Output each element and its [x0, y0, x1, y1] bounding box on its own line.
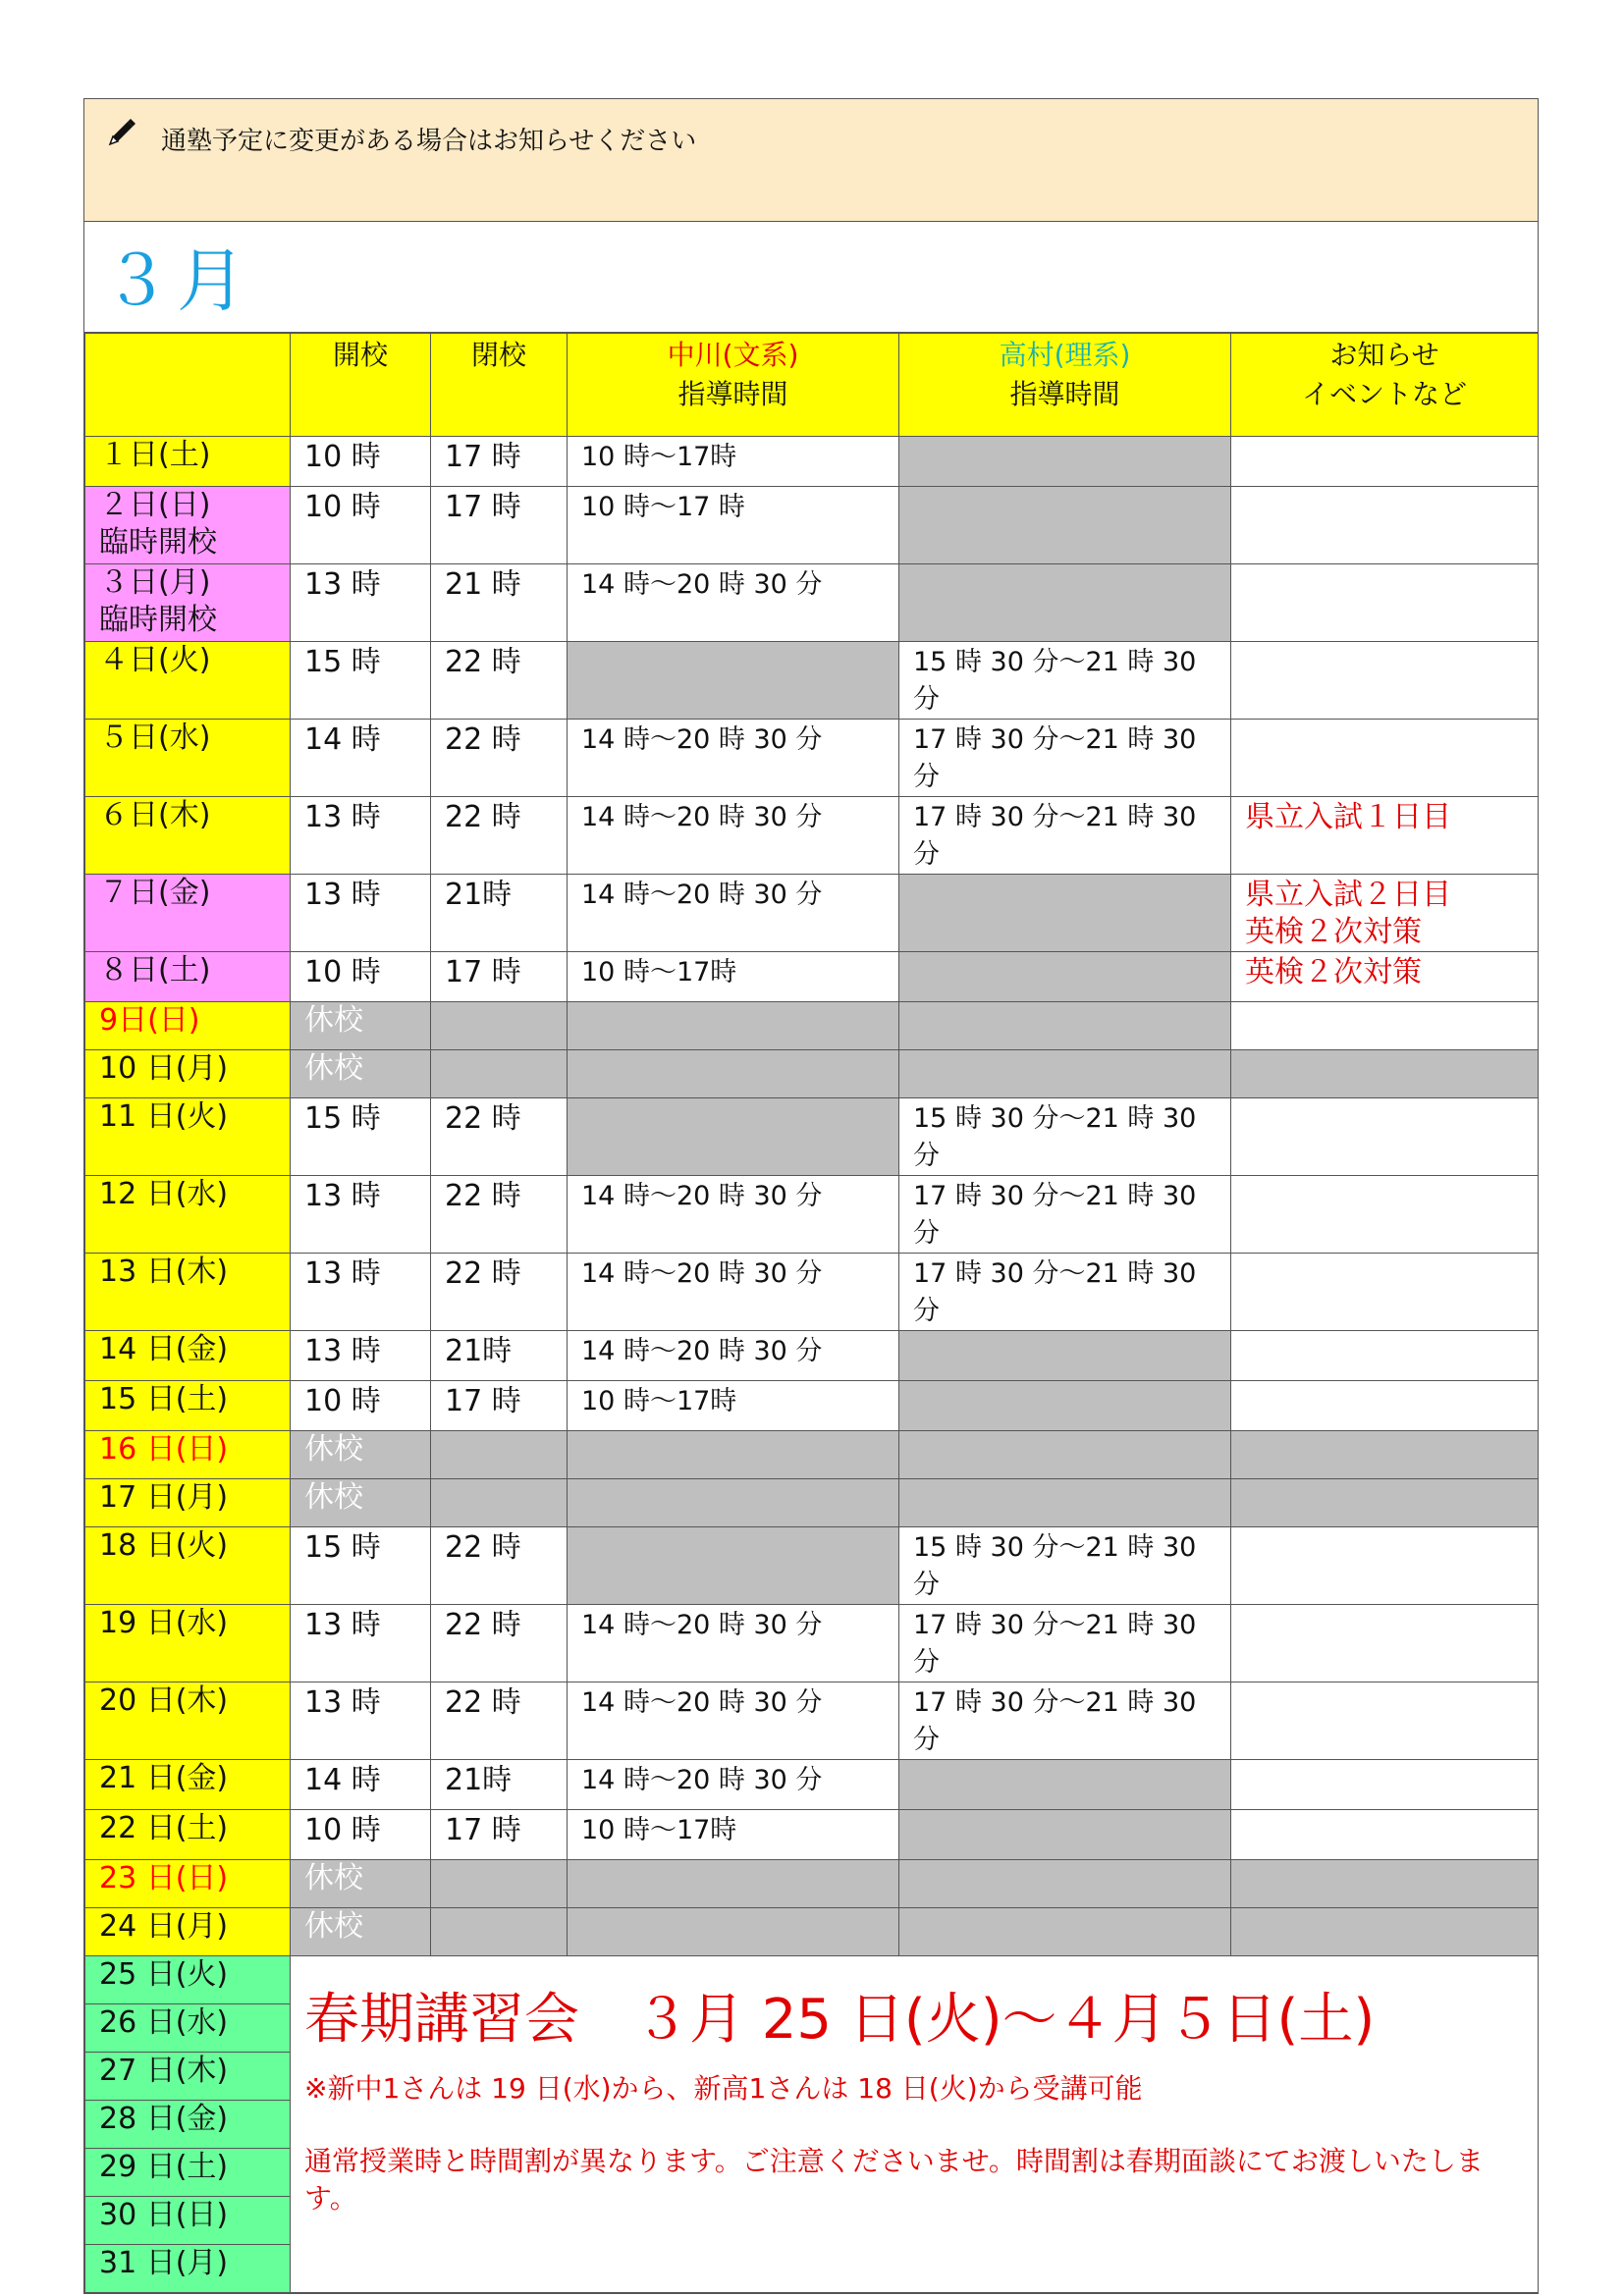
open-time-cell: 13 時: [291, 1605, 431, 1682]
header-info: [1231, 334, 1539, 437]
day-label: 21 日(金): [99, 1761, 229, 1795]
day-label: １日(土): [99, 438, 211, 472]
table-row: [85, 1908, 1539, 1956]
table-row: [85, 797, 1539, 875]
info-cell: [1231, 1431, 1539, 1479]
table-row: [85, 1682, 1539, 1760]
empty-gray-cell: [899, 1381, 1231, 1431]
takamura-time-cell: 17 時 30 分～21 時 30 分: [899, 720, 1231, 797]
day-label: ２日(日): [99, 488, 211, 522]
notice-box: [84, 99, 1538, 222]
day-cell: [85, 564, 291, 642]
day-label: ８日(土): [99, 953, 211, 988]
open-time-cell: 10 時: [291, 1381, 431, 1431]
day-cell: [85, 1381, 291, 1431]
open-time-cell: 15 時: [291, 1527, 431, 1605]
spring-note-2: 通常授業時と時間割が異なります。ご注意くださいませ。時間割は春期面談にてお渡しいたします。: [304, 2145, 1484, 2215]
day-cell: 29 日(土): [85, 2149, 291, 2197]
day-label: ７日(金): [99, 876, 211, 910]
empty-gray-cell: [568, 1431, 899, 1479]
day-label: 17 日(月): [99, 1480, 229, 1515]
info-text: 県立入試２日目: [1245, 878, 1451, 912]
info-cell: [1231, 875, 1539, 952]
close-time-cell: 21時: [431, 1331, 568, 1381]
schedule-table: [84, 333, 1539, 2293]
close-time-cell: 22 時: [431, 1527, 568, 1605]
info-cell: [1231, 642, 1539, 720]
info-cell: [1231, 1098, 1539, 1176]
nakagawa-time-cell: 14 時～20 時 30 分: [568, 1605, 899, 1682]
open-time-cell: 13 時: [291, 1682, 431, 1760]
open-time-cell: 10 時: [291, 1810, 431, 1860]
month-title: ３月: [102, 240, 251, 321]
header-open: 開校: [291, 334, 431, 437]
notice-text: 通塾予定に変更がある場合はお知らせください: [161, 127, 697, 156]
takamura-time-cell: 17 時 30 分～21 時 30 分: [899, 1605, 1231, 1682]
takamura-time-cell: 17 時 30 分～21 時 30 分: [899, 797, 1231, 875]
day-cell: [85, 797, 291, 875]
day-cell: [85, 487, 291, 564]
day-cell: [85, 720, 291, 797]
empty-gray-cell: [431, 1908, 568, 1956]
close-time-cell: 22 時: [431, 720, 568, 797]
takamura-time-cell: 17 時 30 分～21 時 30 分: [899, 1176, 1231, 1254]
open-time-cell: 10 時: [291, 487, 431, 564]
table-row: [85, 1002, 1539, 1050]
header-close: 閉校: [431, 334, 568, 437]
empty-gray-cell: [431, 1002, 568, 1050]
closed-cell: 休校: [291, 1860, 431, 1908]
nakagawa-time-cell: 10 時～17時: [568, 952, 899, 1002]
closed-cell: 休校: [291, 1050, 431, 1098]
day-cell: [85, 1050, 291, 1098]
day-label: 12 日(水): [99, 1177, 229, 1211]
info-text: 県立入試１日目: [1245, 800, 1451, 834]
day-cell: [85, 1605, 291, 1682]
closed-cell: 休校: [291, 1431, 431, 1479]
open-time-cell: 13 時: [291, 797, 431, 875]
table-row: [85, 952, 1539, 1002]
day-label: 15 日(土): [99, 1382, 229, 1416]
info-cell: [1231, 1682, 1539, 1760]
close-time-cell: 22 時: [431, 1098, 568, 1176]
empty-gray-cell: [568, 1098, 899, 1176]
info-cell: [1231, 1002, 1539, 1050]
empty-gray-cell: [899, 1908, 1231, 1956]
close-time-cell: 21時: [431, 875, 568, 952]
day-cell: [85, 1810, 291, 1860]
open-time-cell: 14 時: [291, 1760, 431, 1810]
info-text-2: 英検２次対策: [1245, 915, 1422, 949]
takamura-time-cell: 17 時 30 分～21 時 30 分: [899, 1254, 1231, 1331]
table-row: [85, 720, 1539, 797]
day-cell: [85, 1479, 291, 1527]
close-time-cell: 22 時: [431, 797, 568, 875]
closed-cell: 休校: [291, 1479, 431, 1527]
day-label: 11 日(火): [99, 1099, 229, 1134]
empty-gray-cell: [899, 1810, 1231, 1860]
takamura-time-cell: 15 時 30 分～21 時 30 分: [899, 1527, 1231, 1605]
table-row: [85, 1098, 1539, 1176]
table-row: [85, 1760, 1539, 1810]
header-nakagawa: [568, 334, 899, 437]
day-label: 23 日(日): [99, 1861, 229, 1896]
day-label: 20 日(木): [99, 1683, 229, 1718]
info-cell: [1231, 952, 1539, 1002]
day-cell: [85, 1002, 291, 1050]
info-cell: [1231, 1254, 1539, 1331]
nakagawa-time-cell: 14 時～20 時 30 分: [568, 720, 899, 797]
info-cell: [1231, 564, 1539, 642]
takamura-time-cell: 17 時 30 分～21 時 30 分: [899, 1682, 1231, 1760]
close-time-cell: 17 時: [431, 487, 568, 564]
day-cell: [85, 1908, 291, 1956]
day-sub-label: 臨時開校: [99, 603, 217, 637]
day-cell: [85, 1860, 291, 1908]
nakagawa-time-cell: 10 時～17時: [568, 437, 899, 487]
info-cell: [1231, 1527, 1539, 1605]
open-time-cell: 13 時: [291, 564, 431, 642]
day-label: 9日(日): [99, 1003, 200, 1038]
empty-gray-cell: [431, 1479, 568, 1527]
day-label: ６日(木): [99, 798, 211, 832]
close-time-cell: 17 時: [431, 1381, 568, 1431]
empty-gray-cell: [899, 437, 1231, 487]
empty-gray-cell: [568, 1908, 899, 1956]
day-sub-label: 臨時開校: [99, 525, 217, 560]
day-label: 18 日(火): [99, 1528, 229, 1563]
empty-gray-cell: [899, 1002, 1231, 1050]
empty-gray-cell: [899, 1331, 1231, 1381]
nakagawa-time-cell: 14 時～20 時 30 分: [568, 1176, 899, 1254]
spring-title: 春期講習会 ３月 25 日(火)～４月５日(土): [304, 1988, 1376, 2052]
open-time-cell: 13 時: [291, 1331, 431, 1381]
empty-gray-cell: [568, 1050, 899, 1098]
nakagawa-time-cell: 14 時～20 時 30 分: [568, 1254, 899, 1331]
info-text: 英検２次対策: [1245, 955, 1422, 989]
info-cell: [1231, 720, 1539, 797]
info-cell: [1231, 1381, 1539, 1431]
empty-gray-cell: [899, 1860, 1231, 1908]
info-cell: [1231, 1605, 1539, 1682]
close-time-cell: 21 時: [431, 564, 568, 642]
takamura-name: 高村(理系): [999, 339, 1131, 371]
empty-gray-cell: [899, 487, 1231, 564]
day-label: 24 日(月): [99, 1909, 229, 1944]
table-row: [85, 564, 1539, 642]
pencil-icon: [104, 117, 137, 150]
table-row: [85, 1860, 1539, 1908]
table-row: [85, 1176, 1539, 1254]
table-row: [85, 1479, 1539, 1527]
header-day: [85, 334, 291, 437]
open-time-cell: 10 時: [291, 437, 431, 487]
info-cell: [1231, 1176, 1539, 1254]
spring-course-cell: [291, 1956, 1539, 2293]
table-row: [85, 1381, 1539, 1431]
day-label: ５日(水): [99, 721, 211, 755]
day-cell: [85, 875, 291, 952]
table-row: [85, 1331, 1539, 1381]
empty-gray-cell: [899, 1760, 1231, 1810]
day-cell: [85, 1682, 291, 1760]
empty-gray-cell: [899, 1431, 1231, 1479]
spring-note-1: ※新中1さんは 19 日(水)から、新高1さんは 18 日(火)から受講可能: [304, 2072, 1143, 2105]
empty-gray-cell: [899, 952, 1231, 1002]
nakagawa-time-cell: 14 時～20 時 30 分: [568, 797, 899, 875]
empty-gray-cell: [899, 1479, 1231, 1527]
info-cell: [1231, 437, 1539, 487]
close-time-cell: 22 時: [431, 1254, 568, 1331]
takamura-time-cell: 15 時 30 分～21 時 30 分: [899, 1098, 1231, 1176]
info-cell: [1231, 1050, 1539, 1098]
nakagawa-time-cell: 14 時～20 時 30 分: [568, 1760, 899, 1810]
day-cell: [85, 642, 291, 720]
day-label: ４日(火): [99, 643, 211, 677]
info-line2: イベントなど: [1301, 378, 1467, 410]
nakagawa-time-cell: 14 時～20 時 30 分: [568, 564, 899, 642]
day-cell: [85, 437, 291, 487]
nakagawa-time-cell: 10 時～17時: [568, 1810, 899, 1860]
close-time-cell: 22 時: [431, 642, 568, 720]
table-row: [85, 1050, 1539, 1098]
day-cell: [85, 952, 291, 1002]
empty-gray-cell: [431, 1431, 568, 1479]
table-row: [85, 487, 1539, 564]
nakagawa-sub: 指導時間: [677, 378, 788, 410]
nakagawa-time-cell: 14 時～20 時 30 分: [568, 875, 899, 952]
day-label: 16 日(日): [99, 1432, 229, 1467]
open-time-cell: 10 時: [291, 952, 431, 1002]
day-cell: [85, 1760, 291, 1810]
empty-gray-cell: [568, 1527, 899, 1605]
table-row: [85, 1527, 1539, 1605]
day-cell: [85, 1431, 291, 1479]
info-cell: [1231, 797, 1539, 875]
empty-gray-cell: [568, 1860, 899, 1908]
nakagawa-time-cell: 14 時～20 時 30 分: [568, 1682, 899, 1760]
nakagawa-time-cell: 10 時～17 時: [568, 487, 899, 564]
day-label: 19 日(水): [99, 1606, 229, 1640]
table-row: [85, 875, 1539, 952]
table-row: [85, 437, 1539, 487]
nakagawa-name: 中川(文系): [667, 339, 799, 371]
day-cell: [85, 1254, 291, 1331]
takamura-sub: 指導時間: [1009, 378, 1120, 410]
close-time-cell: 17 時: [431, 437, 568, 487]
close-time-cell: 22 時: [431, 1605, 568, 1682]
open-time-cell: 13 時: [291, 875, 431, 952]
table-row: [85, 1254, 1539, 1331]
empty-gray-cell: [568, 1002, 899, 1050]
info-cell: [1231, 1479, 1539, 1527]
empty-gray-cell: [431, 1050, 568, 1098]
closed-cell: 休校: [291, 1002, 431, 1050]
header-takamura: [899, 334, 1231, 437]
table-row: [85, 1956, 1539, 2004]
day-label: 22 日(土): [99, 1811, 229, 1845]
day-cell: 25 日(火): [85, 1956, 291, 2004]
info-line1: お知らせ: [1329, 339, 1439, 371]
schedule-sheet: [83, 98, 1539, 2294]
close-time-cell: 17 時: [431, 952, 568, 1002]
header-row: [85, 334, 1539, 437]
day-cell: 31 日(月): [85, 2245, 291, 2293]
day-cell: 28 日(金): [85, 2101, 291, 2149]
day-cell: [85, 1527, 291, 1605]
day-cell: 30 日(日): [85, 2197, 291, 2245]
month-header: [84, 222, 1538, 333]
open-time-cell: 13 時: [291, 1254, 431, 1331]
table-row: [85, 1810, 1539, 1860]
nakagawa-time-cell: 10 時～17時: [568, 1381, 899, 1431]
info-cell: [1231, 487, 1539, 564]
open-time-cell: 14 時: [291, 720, 431, 797]
open-time-cell: 13 時: [291, 1176, 431, 1254]
open-time-cell: 15 時: [291, 642, 431, 720]
day-cell: [85, 1098, 291, 1176]
day-cell: [85, 1176, 291, 1254]
day-label: 14 日(金): [99, 1332, 229, 1366]
info-cell: [1231, 1331, 1539, 1381]
takamura-time-cell: 15 時 30 分～21 時 30 分: [899, 642, 1231, 720]
day-cell: 27 日(木): [85, 2053, 291, 2101]
open-time-cell: 15 時: [291, 1098, 431, 1176]
nakagawa-time-cell: 14 時～20 時 30 分: [568, 1331, 899, 1381]
info-cell: [1231, 1810, 1539, 1860]
table-row: [85, 642, 1539, 720]
day-label: 13 日(木): [99, 1255, 229, 1289]
close-time-cell: 22 時: [431, 1176, 568, 1254]
table-row: [85, 1605, 1539, 1682]
day-cell: [85, 1331, 291, 1381]
info-cell: [1231, 1860, 1539, 1908]
close-time-cell: 17 時: [431, 1810, 568, 1860]
close-time-cell: 21時: [431, 1760, 568, 1810]
close-time-cell: 22 時: [431, 1682, 568, 1760]
day-label: ３日(月): [99, 565, 211, 600]
empty-gray-cell: [899, 875, 1231, 952]
info-cell: [1231, 1908, 1539, 1956]
closed-cell: 休校: [291, 1908, 431, 1956]
empty-gray-cell: [568, 1479, 899, 1527]
empty-gray-cell: [899, 564, 1231, 642]
empty-gray-cell: [431, 1860, 568, 1908]
day-label: 10 日(月): [99, 1051, 229, 1086]
day-cell: 26 日(水): [85, 2004, 291, 2053]
empty-gray-cell: [899, 1050, 1231, 1098]
table-row: [85, 1431, 1539, 1479]
info-cell: [1231, 1760, 1539, 1810]
empty-gray-cell: [568, 642, 899, 720]
